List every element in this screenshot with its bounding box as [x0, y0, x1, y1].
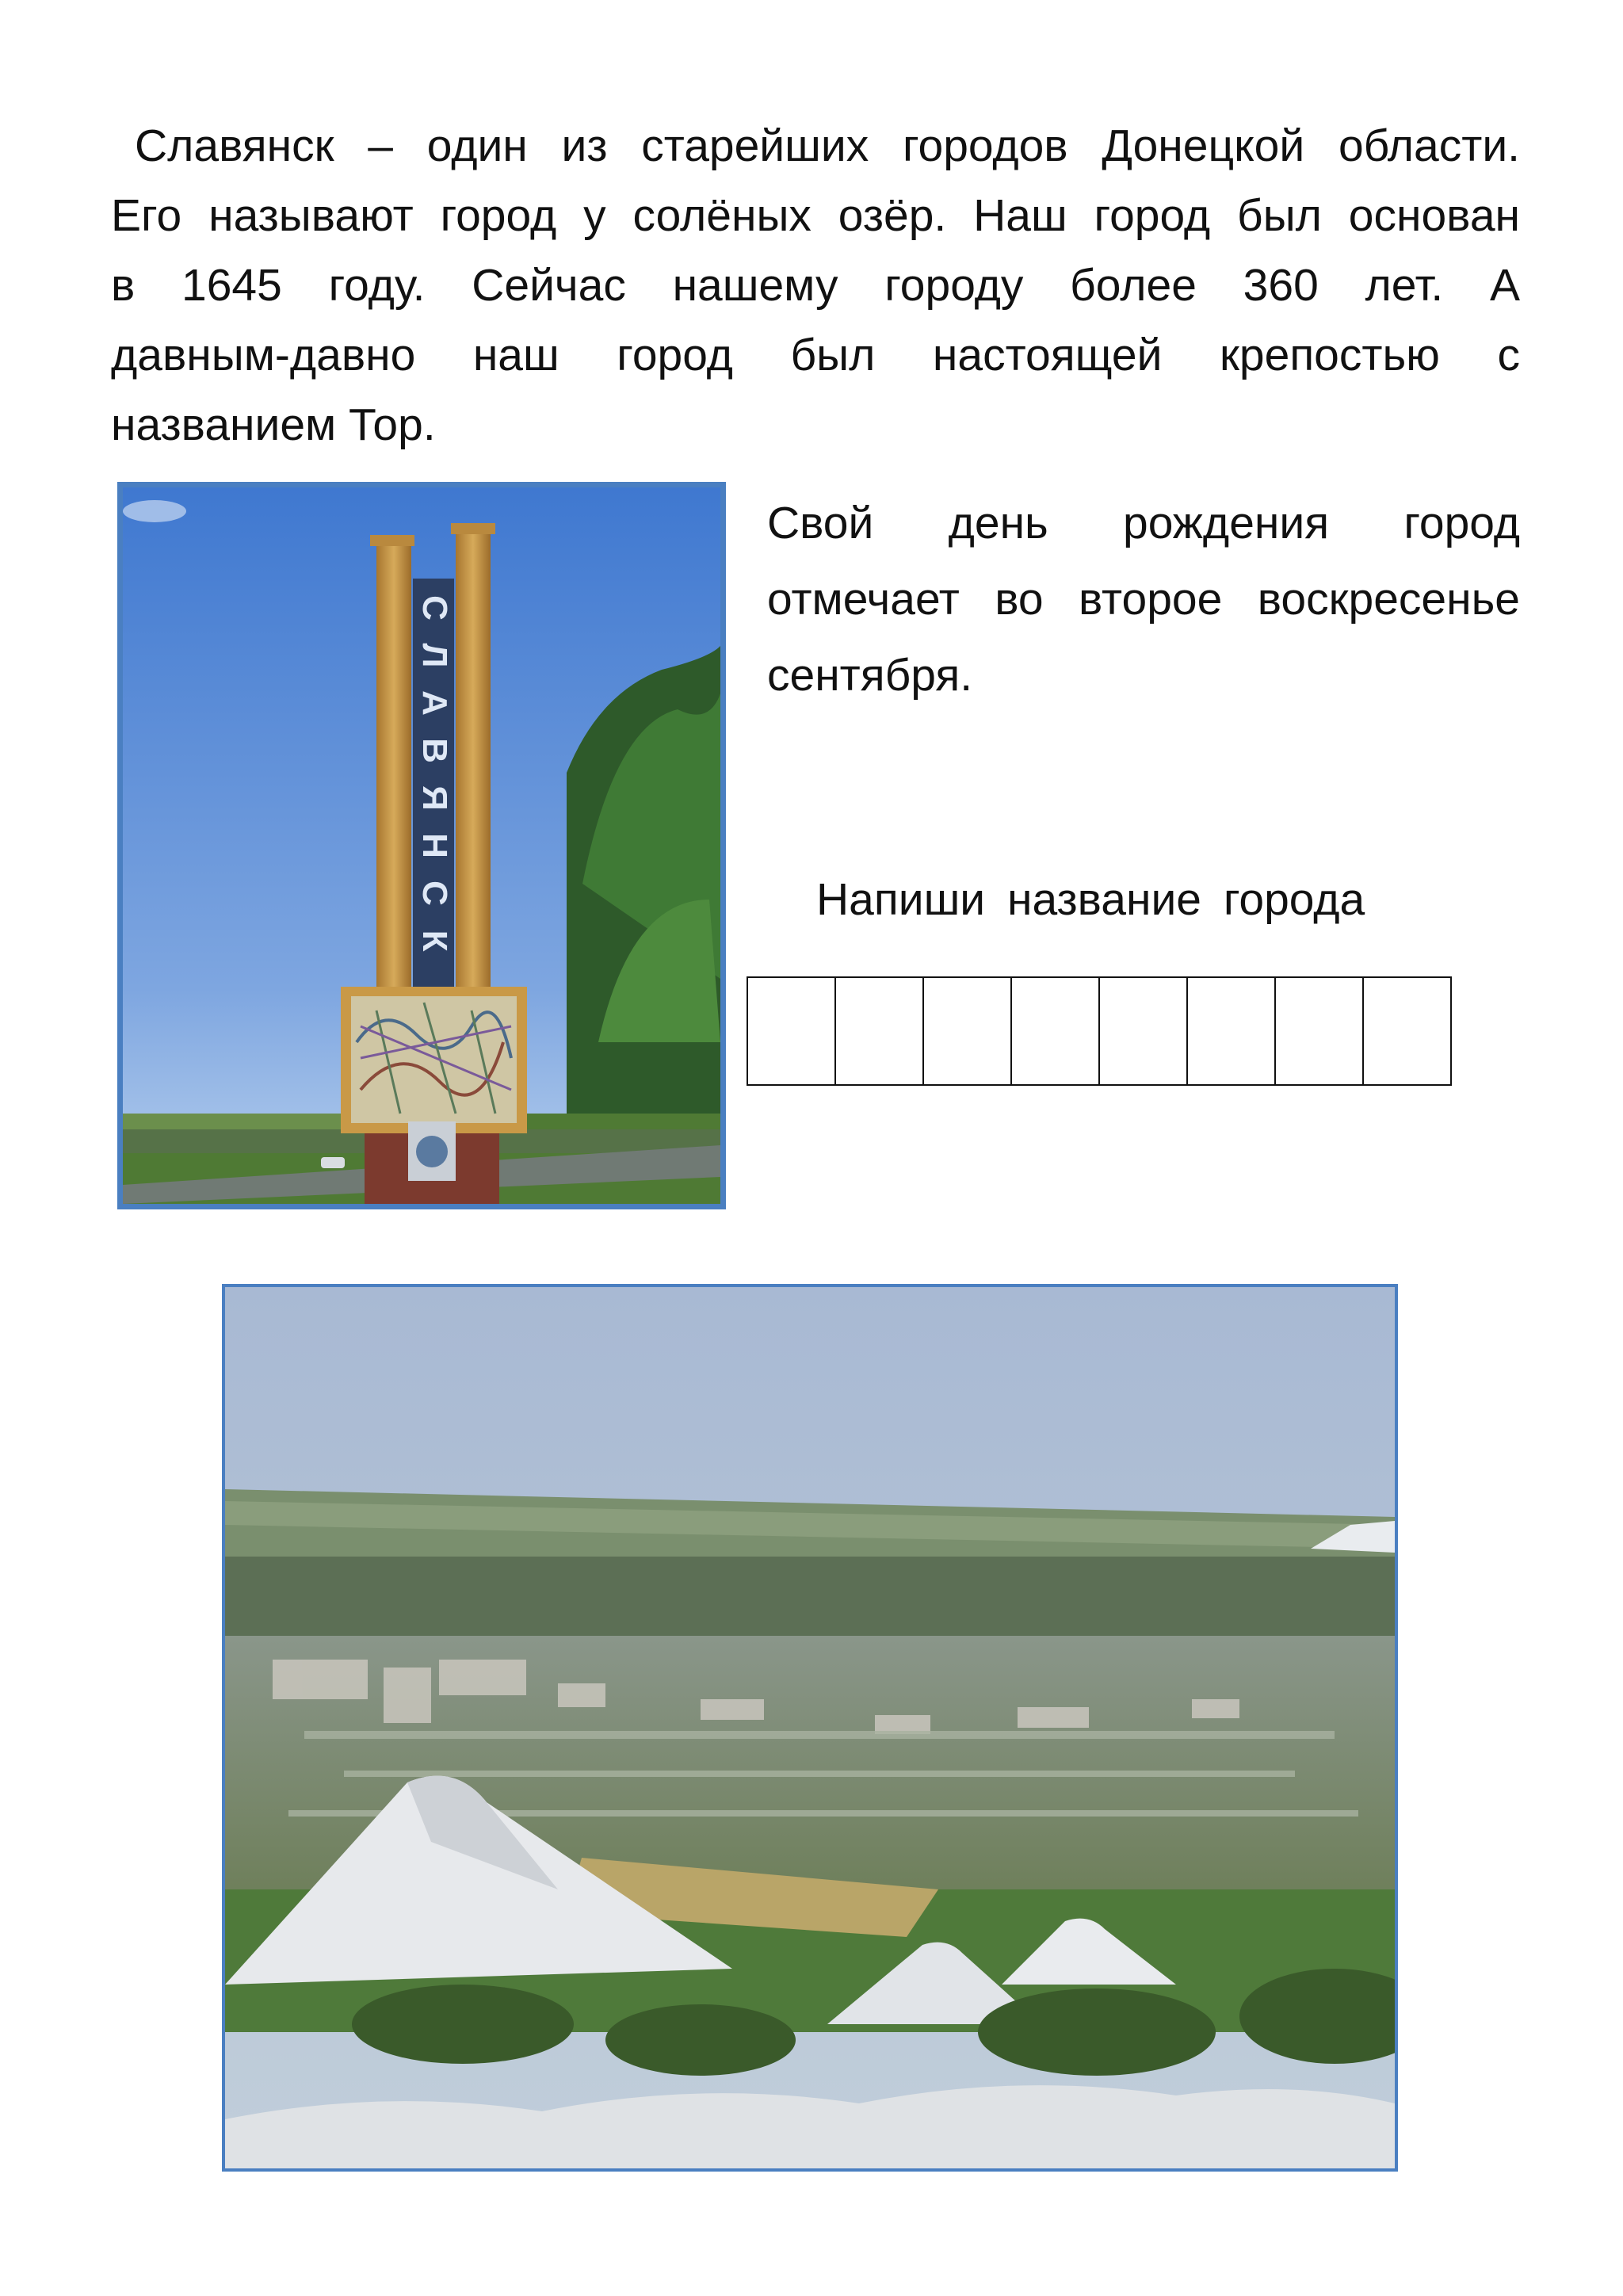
- letter-box-2[interactable]: [834, 976, 924, 1086]
- sign-letter: С: [415, 595, 454, 621]
- letter-box-5[interactable]: [1098, 976, 1188, 1086]
- city-sign-photo: [117, 482, 726, 1209]
- city-landscape-illustration: [225, 1287, 1395, 2168]
- intro-line-1: Славянск – один из старейших городов Донецкой области.: [135, 120, 1520, 171]
- sign-letter: Я: [415, 785, 454, 811]
- answer-boxes: [747, 976, 1452, 1086]
- city-sign-illustration: [123, 487, 720, 1204]
- birthday-line-1: Свой день рождения город: [767, 498, 1520, 548]
- letter-box-1[interactable]: [747, 976, 836, 1086]
- sign-letter: Л: [415, 643, 454, 668]
- city-landscape-photo: [222, 1284, 1398, 2172]
- birthday-paragraph: [767, 485, 1520, 713]
- sign-letter: А: [415, 690, 454, 716]
- intro-line-2: Его называют город у солёных озёр. Наш город был основан: [111, 190, 1520, 241]
- intro-line-3: в 1645 году. Сейчас нашему городу более 360 лет. А: [111, 260, 1520, 311]
- sign-letter: К: [415, 930, 454, 952]
- sign-letter: В: [415, 738, 454, 763]
- letter-box-3[interactable]: [922, 976, 1012, 1086]
- letter-box-4[interactable]: [1010, 976, 1100, 1086]
- letter-box-7[interactable]: [1274, 976, 1364, 1086]
- intro-line-4: давным-давно наш город был настоящей крепостью с: [111, 330, 1520, 380]
- birthday-line-2: отмечает во второе воскресенье: [767, 574, 1520, 625]
- sign-letter: С: [415, 881, 454, 906]
- task-prompt: Напиши название города: [816, 874, 1365, 925]
- letter-box-6[interactable]: [1186, 976, 1276, 1086]
- intro-paragraph: [111, 111, 1520, 460]
- intro-line-5: названием Тор.: [111, 399, 436, 450]
- birthday-line-3: сентября.: [767, 650, 973, 701]
- letter-box-8[interactable]: [1362, 976, 1452, 1086]
- sign-letter: Н: [415, 833, 454, 858]
